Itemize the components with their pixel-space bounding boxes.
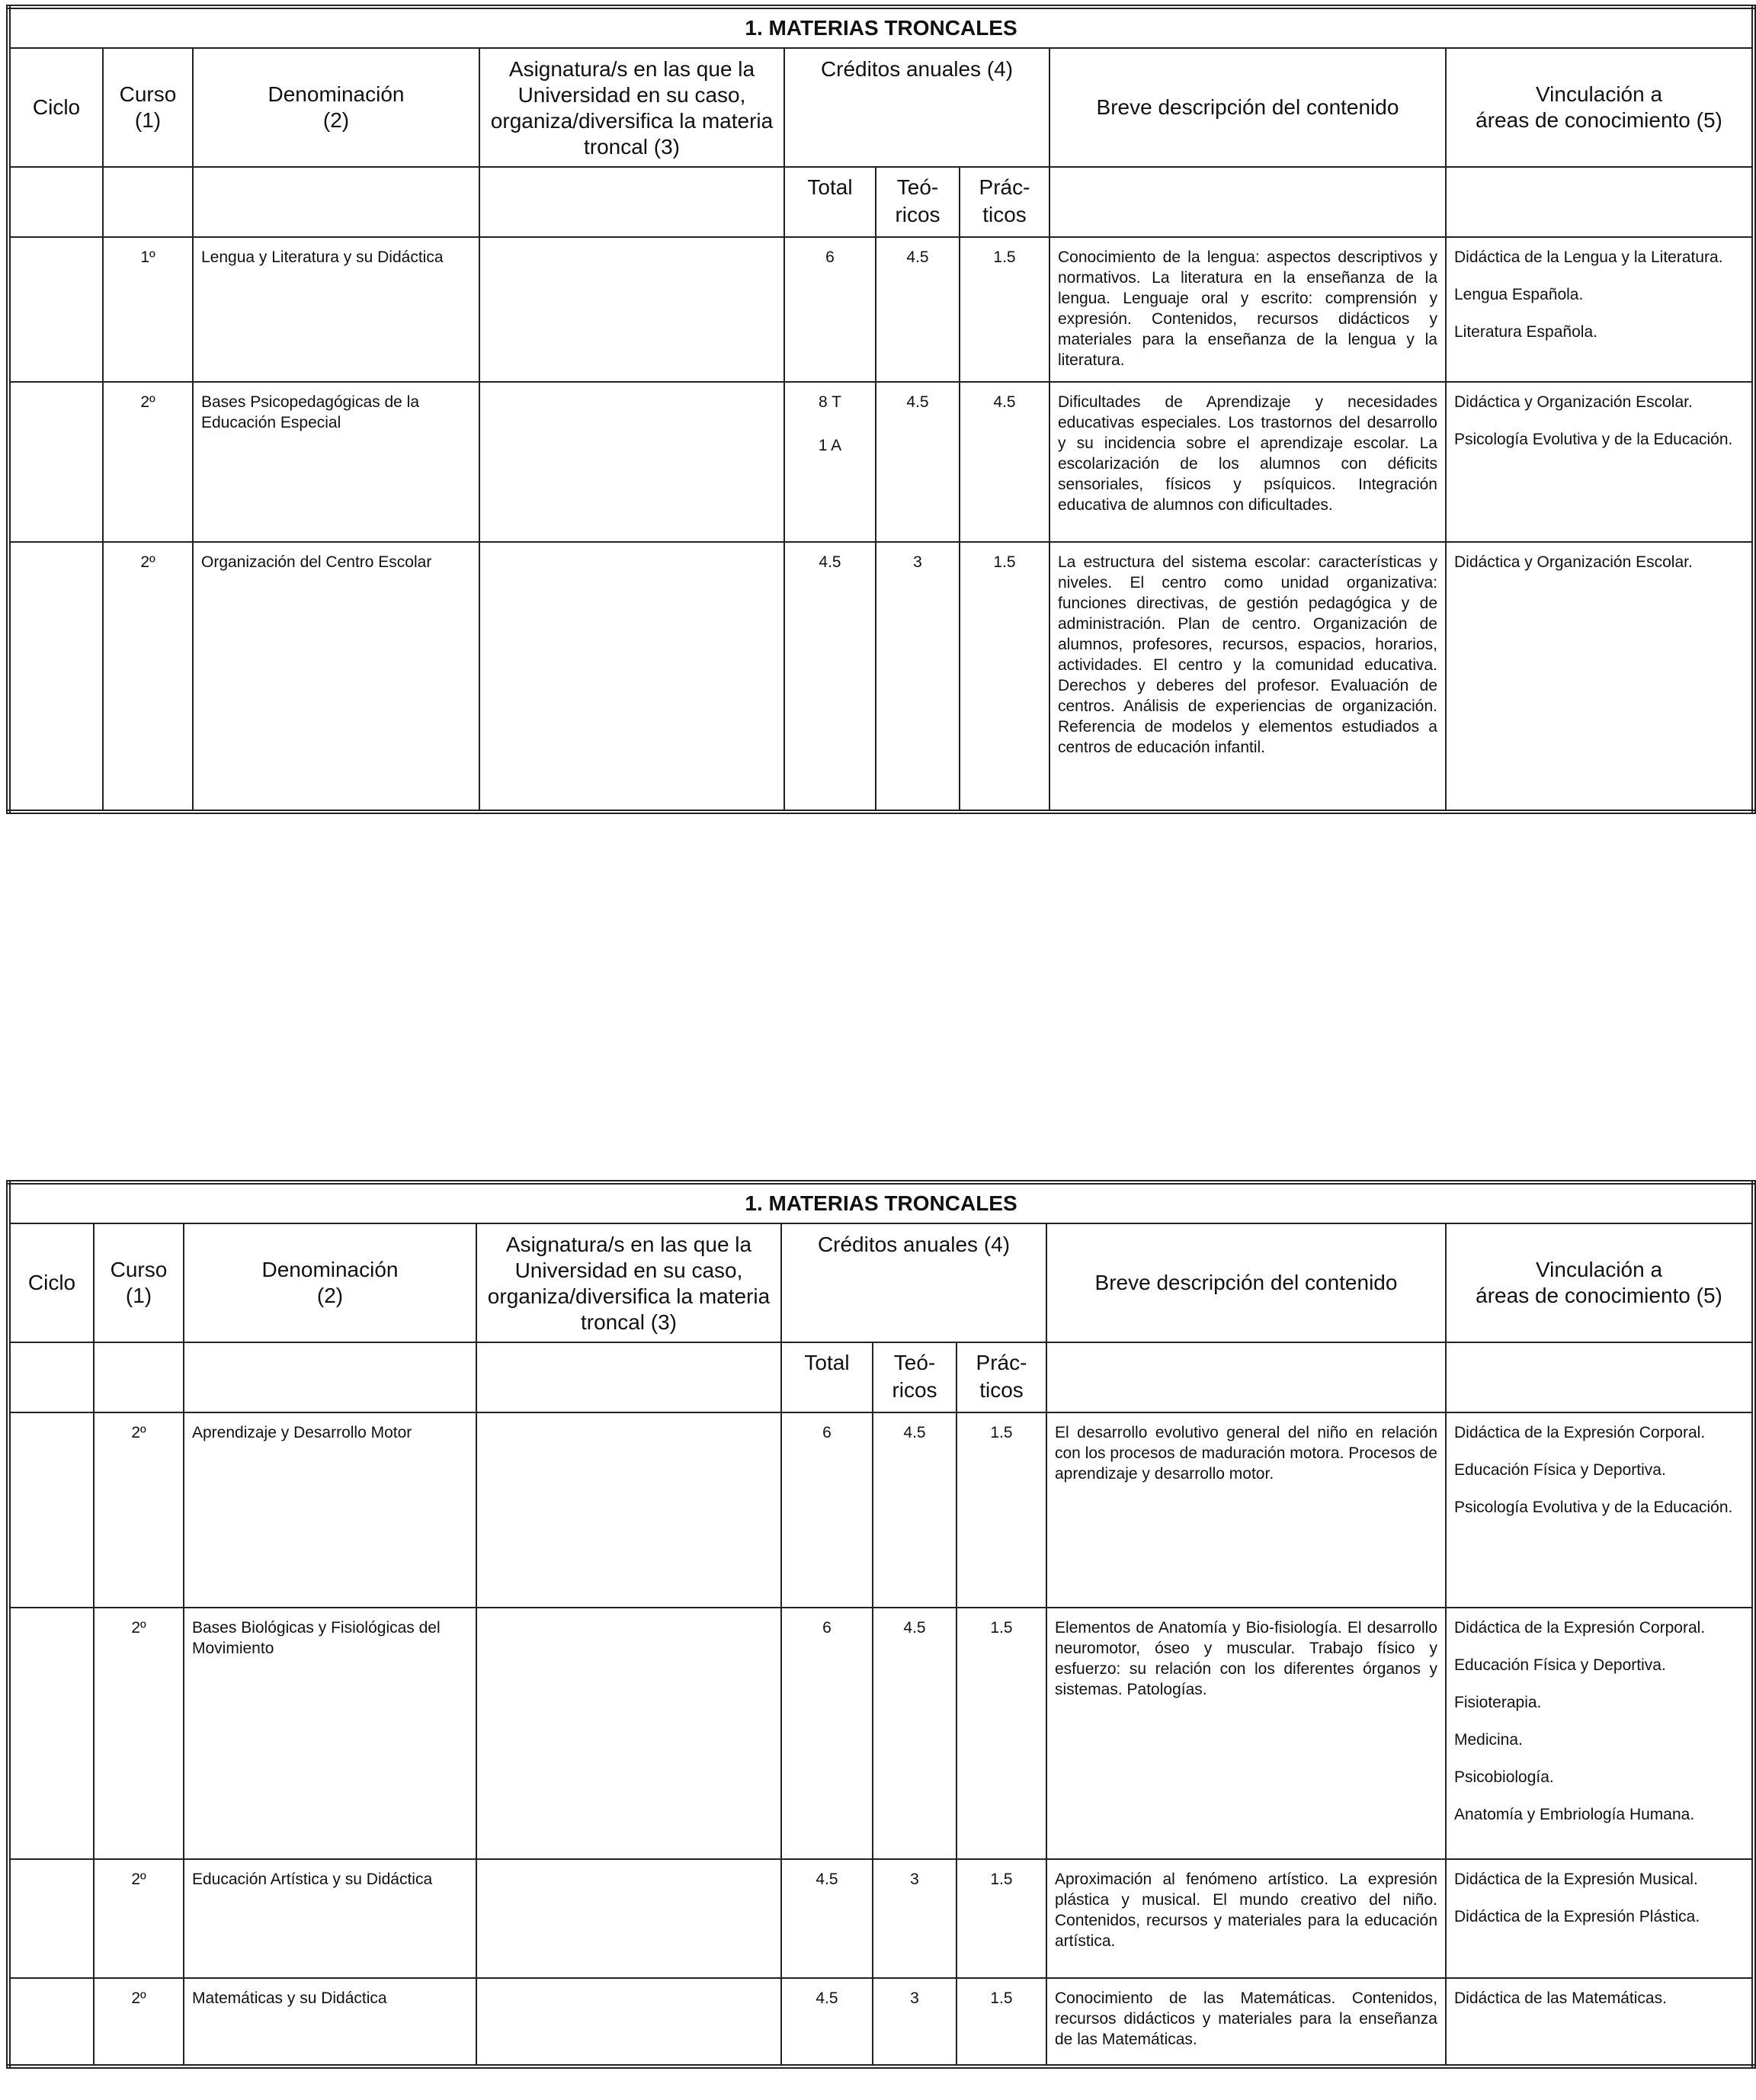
ciclo-cell [8, 1978, 94, 2066]
area-item: Literatura Española. [1454, 323, 1597, 341]
area-item: Educación Física y Deportiva. [1454, 1461, 1666, 1479]
area-item: Didáctica y Organización Escolar. [1454, 393, 1693, 411]
denominacion-cell: Bases Psicopedagógicas de la Educación Especial [193, 382, 479, 542]
subheader-empty [1046, 1342, 1446, 1412]
descripcion-cell: Aproximación al fenómeno artístico. La expresión plástica y musical. El mundo creativo del niño. Contenidos, recursos y materiales para la educación artística. [1046, 1859, 1446, 1978]
asignatura-cell [476, 1978, 781, 2066]
teoricos-cell: 3 [873, 1859, 957, 1978]
table-row [8, 542, 1754, 812]
troncales-table-2 [6, 1180, 1756, 2069]
denominacion-cell: Educación Artística y su Didáctica [184, 1859, 476, 1978]
subheader-empty [94, 1342, 184, 1412]
ciclo-cell [8, 382, 103, 542]
total-cell: 4.5 [784, 542, 876, 812]
total-cell: 6 [781, 1412, 873, 1608]
header-ciclo: Ciclo [8, 48, 103, 167]
subheader-empty [8, 167, 103, 237]
area-item: Educación Física y Deportiva. [1454, 1656, 1666, 1674]
descripcion-cell: El desarrollo evolutivo general del niño en relación con los procesos de maduración motora. Procesos de aprendizaje y desarrollo motor. [1046, 1412, 1446, 1608]
area-item: Psicología Evolutiva y de la Educación. [1454, 1499, 1733, 1516]
teoricos-cell: 3 [876, 542, 960, 812]
table-title: 1. MATERIAS TRONCALES [8, 1182, 1754, 1223]
area-item: Didáctica y Organización Escolar. [1454, 553, 1693, 571]
curso-cell: 2º [94, 1978, 184, 2066]
practicos-cell: 1.5 [960, 542, 1049, 812]
practicos-cell: 1.5 [957, 1978, 1046, 2066]
troncales-table-1 [6, 5, 1756, 814]
subheader-empty [1446, 167, 1754, 237]
areas-cell [1446, 237, 1754, 382]
curso-cell: 1º [103, 237, 193, 382]
header-creditos: Créditos anuales (4) [784, 48, 1049, 167]
subheader-practicos: Prác- ticos [960, 167, 1049, 237]
areas-cell [1446, 1412, 1754, 1608]
asignatura-cell [479, 542, 784, 812]
area-item: Anatomía y Embriología Humana. [1454, 1806, 1695, 1823]
areas-cell [1446, 1859, 1754, 1978]
curso-cell: 2º [94, 1608, 184, 1859]
table-title: 1. MATERIAS TRONCALES [8, 7, 1754, 48]
descripcion-cell: Dificultades de Aprendizaje y necesidades educativas especiales. Los trastornos del desarrollo y su incidencia sobre el aprendizaje escolar. La escolarización de los alumnos con déficits sensoriales, físicos y psíquicos. Integración educativa de alumnos con dificultades. [1049, 382, 1446, 542]
table-row [8, 1978, 1754, 2066]
asignatura-cell [476, 1859, 781, 1978]
header-curso: Curso (1) [94, 1223, 184, 1342]
table-row [8, 1859, 1754, 1978]
header-descripcion: Breve descripción del contenido [1046, 1223, 1446, 1342]
header-descripcion: Breve descripción del contenido [1049, 48, 1446, 167]
descripcion-cell: Conocimiento de la lengua: aspectos descriptivos y normativos. La literatura en la enseñanza de la lengua. Lenguaje oral y escrito: comprensión y expresión. Contenidos, recursos didácticos y materiales para la enseñanza de la lengua y la literatura. [1049, 237, 1446, 382]
areas-cell [1446, 382, 1754, 542]
curso-cell: 2º [103, 382, 193, 542]
descripcion-cell: Elementos de Anatomía y Bio-fisiología. El desarrollo neuromotor, óseo y muscular. Trabajo físico y esfuerzo: su relación con los diferentes órganos y sistemas. Patologías. [1046, 1608, 1446, 1859]
area-item: Fisioterapia. [1454, 1694, 1542, 1711]
area-item: Didáctica de las Matemáticas. [1454, 1989, 1667, 2007]
denominacion-cell: Aprendizaje y Desarrollo Motor [184, 1412, 476, 1608]
subheader-empty [8, 1342, 94, 1412]
curso-cell: 2º [94, 1412, 184, 1608]
area-item: Didáctica de la Expresión Musical. [1454, 1871, 1698, 1888]
header-asignaturas: Asignatura/s en las que la Universidad en su caso, organiza/diversifica la materia troncal (3) [476, 1223, 781, 1342]
areas-cell [1446, 542, 1754, 812]
denominacion-cell: Bases Biológicas y Fisiológicas del Movimiento [184, 1608, 476, 1859]
header-denominacion: Denominación (2) [193, 48, 479, 167]
curso-cell: 2º [103, 542, 193, 812]
total-cell: 4.5 [781, 1978, 873, 2066]
areas-cell [1446, 1978, 1754, 2066]
subheader-empty [476, 1342, 781, 1412]
subheader-empty [1446, 1342, 1754, 1412]
header-ciclo: Ciclo [8, 1223, 94, 1342]
asignatura-cell [476, 1608, 781, 1859]
curso-cell: 2º [94, 1859, 184, 1978]
asignatura-cell [479, 382, 784, 542]
asignatura-cell [479, 237, 784, 382]
area-item: Didáctica de la Expresión Corporal. [1454, 1424, 1706, 1441]
ciclo-cell [8, 1412, 94, 1608]
subheader-practicos: Prác- ticos [957, 1342, 1046, 1412]
table-row [8, 237, 1754, 382]
teoricos-cell: 3 [873, 1978, 957, 2066]
denominacion-cell: Matemáticas y su Didáctica [184, 1978, 476, 2066]
subheader-empty [1049, 167, 1446, 237]
subheader-empty [479, 167, 784, 237]
subheader-total: Total [781, 1342, 873, 1412]
total-cell: 6 [784, 237, 876, 382]
areas-cell [1446, 1608, 1754, 1859]
header-creditos: Créditos anuales (4) [781, 1223, 1046, 1342]
practicos-cell: 1.5 [957, 1859, 1046, 1978]
table-row [8, 1608, 1754, 1859]
area-item: Psicología Evolutiva y de la Educación. [1454, 431, 1733, 448]
header-denominacion: Denominación (2) [184, 1223, 476, 1342]
area-item: Didáctica de la Expresión Plástica. [1454, 1908, 1700, 1925]
ciclo-cell [8, 1859, 94, 1978]
ciclo-cell [8, 237, 103, 382]
practicos-cell: 1.5 [957, 1608, 1046, 1859]
header-vinculacion: Vinculación a áreas de conocimiento (5) [1446, 48, 1754, 167]
area-item: Didáctica de la Lengua y la Literatura. [1454, 248, 1723, 266]
descripcion-cell: La estructura del sistema escolar: características y niveles. El centro como unidad organizativa: funciones directivas, de gestión pedagógica y de administración. Plan de centro. Organización de alumnos, profesores, recursos, espacios, horarios, actividades. El centro y la comunidad educativa. Derechos y deberes del profesor. Evaluación de centros. Análisis de experiencias de organización. Referencia de modelos y elementos estudiados a centros de educación infantil. [1049, 542, 1446, 812]
total-cell: 8 T 1 A [784, 382, 876, 542]
total-cell: 4.5 [781, 1859, 873, 1978]
teoricos-cell: 4.5 [876, 382, 960, 542]
total-cell: 6 [781, 1608, 873, 1859]
area-item: Didáctica de la Expresión Corporal. [1454, 1619, 1706, 1637]
area-item: Lengua Española. [1454, 286, 1584, 303]
header-vinculacion: Vinculación a áreas de conocimiento (5) [1446, 1223, 1754, 1342]
area-item: Psicobiología. [1454, 1768, 1554, 1786]
practicos-cell: 4.5 [960, 382, 1049, 542]
area-item: Medicina. [1454, 1731, 1523, 1749]
ciclo-cell [8, 542, 103, 812]
denominacion-cell: Lengua y Literatura y su Didáctica [193, 237, 479, 382]
header-asignaturas: Asignatura/s en las que la Universidad en su caso, organiza/diversifica la materia troncal (3) [479, 48, 784, 167]
descripcion-cell: Conocimiento de las Matemáticas. Contenidos, recursos didácticos y materiales para la enseñanza de las Matemáticas. [1046, 1978, 1446, 2066]
table-row [8, 382, 1754, 542]
header-curso: Curso (1) [103, 48, 193, 167]
subheader-empty [184, 1342, 476, 1412]
denominacion-cell: Organización del Centro Escolar [193, 542, 479, 812]
practicos-cell: 1.5 [960, 237, 1049, 382]
subheader-total: Total [784, 167, 876, 237]
table-row [8, 1412, 1754, 1608]
teoricos-cell: 4.5 [873, 1608, 957, 1859]
subheader-empty [193, 167, 479, 237]
asignatura-cell [476, 1412, 781, 1608]
subheader-teoricos: Teó- ricos [873, 1342, 957, 1412]
ciclo-cell [8, 1608, 94, 1859]
teoricos-cell: 4.5 [873, 1412, 957, 1608]
teoricos-cell: 4.5 [876, 237, 960, 382]
practicos-cell: 1.5 [957, 1412, 1046, 1608]
subheader-teoricos: Teó- ricos [876, 167, 960, 237]
subheader-empty [103, 167, 193, 237]
